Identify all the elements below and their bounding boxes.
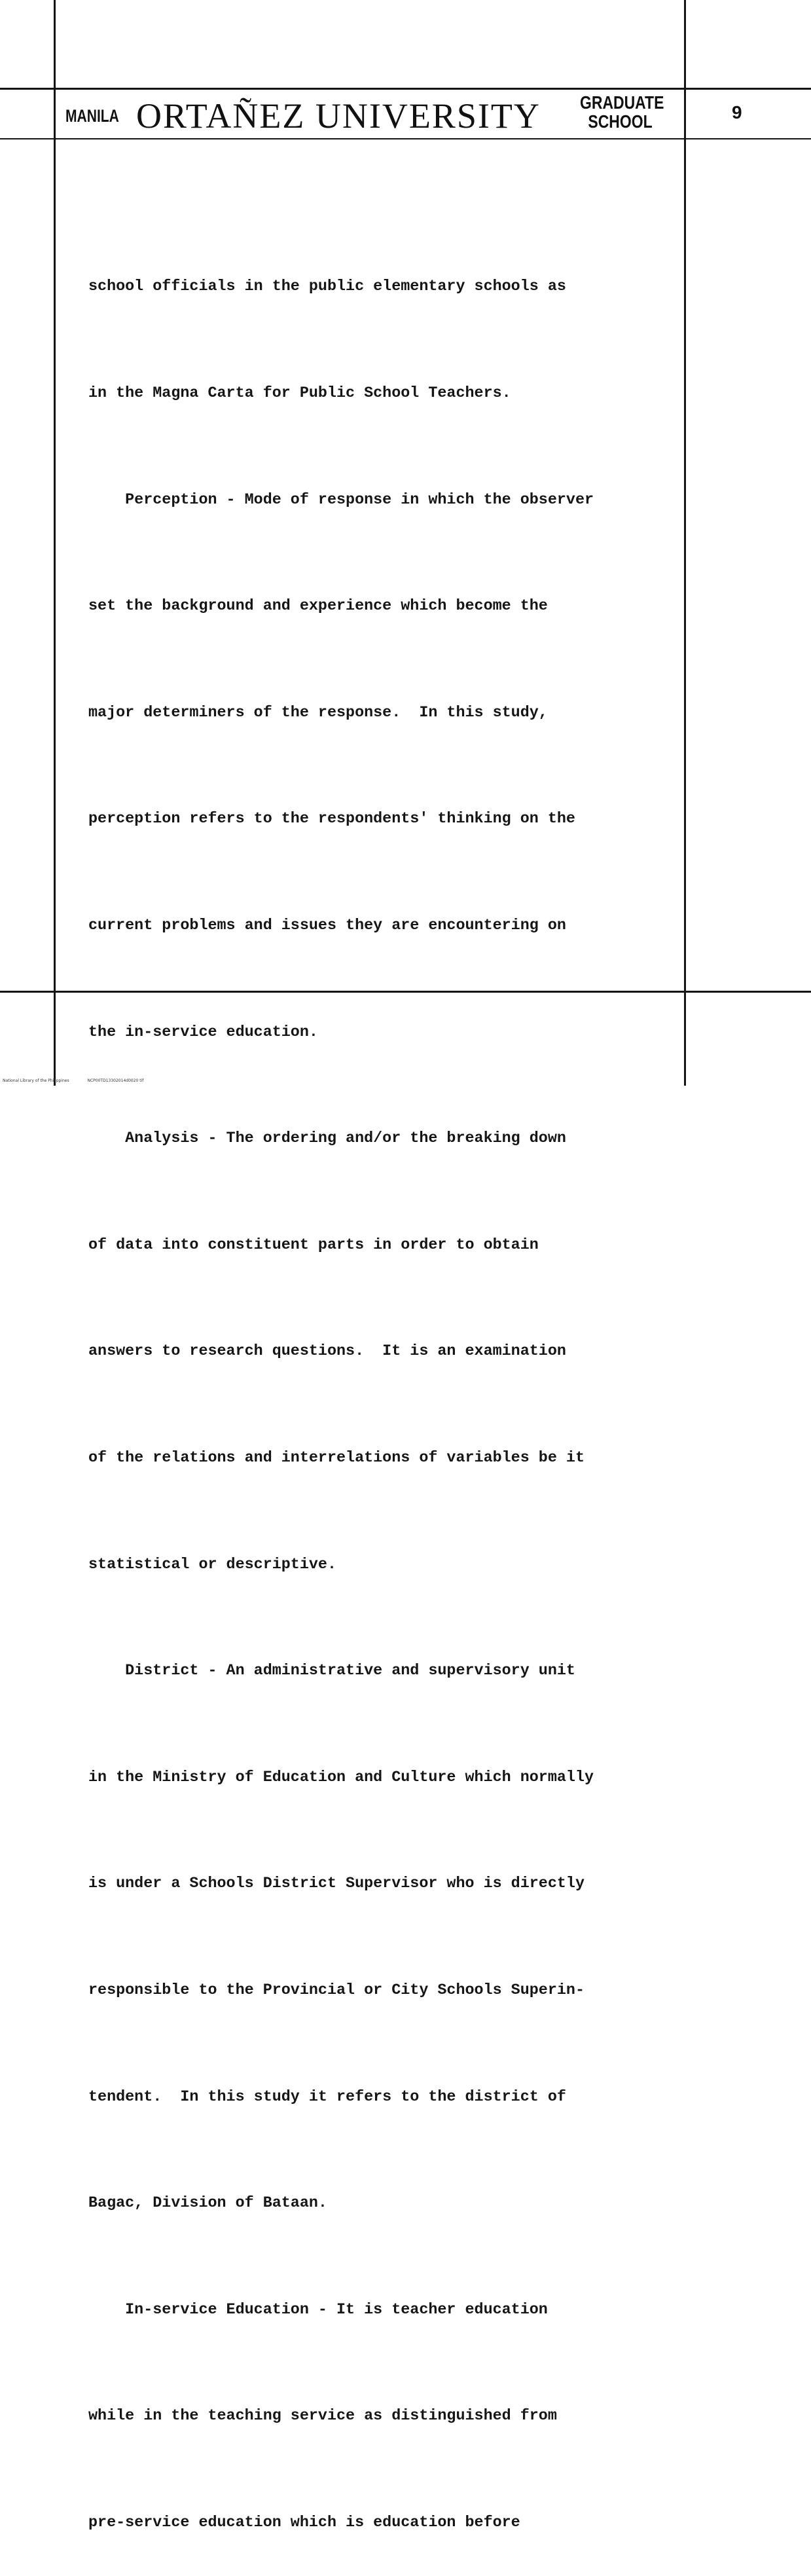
text-line: the in-service education.	[88, 1023, 318, 1041]
letterhead-school	[580, 92, 664, 132]
text-line: in the Magna Carta for Public School Teachers.	[88, 385, 511, 402]
text-line: school officials in the public elementary schools as	[88, 278, 566, 296]
text-line: responsible to the Provincial or City Schools Superin-	[88, 1981, 585, 1999]
left-margin-line	[54, 0, 56, 1086]
text-line: answers to research questions. It is an examination	[88, 1343, 566, 1361]
text-line: major determiners of the response. In this study,	[88, 704, 548, 722]
header-top-rule	[0, 88, 811, 90]
letterhead-university-name: ORTAÑEZ UNIVERSITY	[136, 96, 541, 136]
text-line: current problems and issues they are encountering on	[88, 917, 566, 934]
text-line: of data into constituent parts in order to obtain	[88, 1236, 539, 1254]
text-line: while in the teaching service as distinguished from	[88, 2408, 557, 2425]
scan-credit-library: National Library of the Philippines	[3, 1078, 69, 1083]
right-margin-line	[684, 0, 686, 1086]
text-line: Bagac, Division of Bataan.	[88, 2195, 327, 2213]
text-line: District - An administrative and supervisory unit	[88, 1663, 575, 1680]
letterhead-city: MANILA	[65, 106, 119, 126]
text-line: Perception - Mode of response in which the observer	[88, 491, 594, 509]
text-line: Analysis - The ordering and/or the breaking down	[88, 1130, 566, 1148]
page-number: 9	[732, 102, 742, 122]
letterhead-school-line-1: GRADUATE	[580, 92, 664, 113]
text-line: pre-service education which is education before	[88, 2514, 520, 2531]
text-line: tendent. In this study it refers to the district of	[88, 2088, 566, 2106]
text-line: in the Ministry of Education and Culture which normally	[88, 1769, 594, 1786]
text-line: In-service Education - It is teacher education	[88, 2301, 548, 2319]
text-line: of the relations and interrelations of variables be it	[88, 1449, 585, 1467]
letterhead-school-line-2: SCHOOL	[588, 111, 653, 132]
text-line: is under a Schools District Supervisor who is directly	[88, 1875, 585, 1893]
header-bottom-rule	[0, 138, 811, 139]
text-line: set the background and experience which become the	[88, 598, 548, 616]
scan-credit-code: NCP00TD13302014d0020 tif	[87, 1078, 144, 1083]
letterhead	[63, 90, 679, 138]
body-text	[88, 198, 684, 2576]
scan-credit	[3, 1078, 160, 1083]
text-line: statistical or descriptive.	[88, 1556, 336, 1573]
text-line: perception refers to the respondents' thinking on the	[88, 811, 575, 828]
